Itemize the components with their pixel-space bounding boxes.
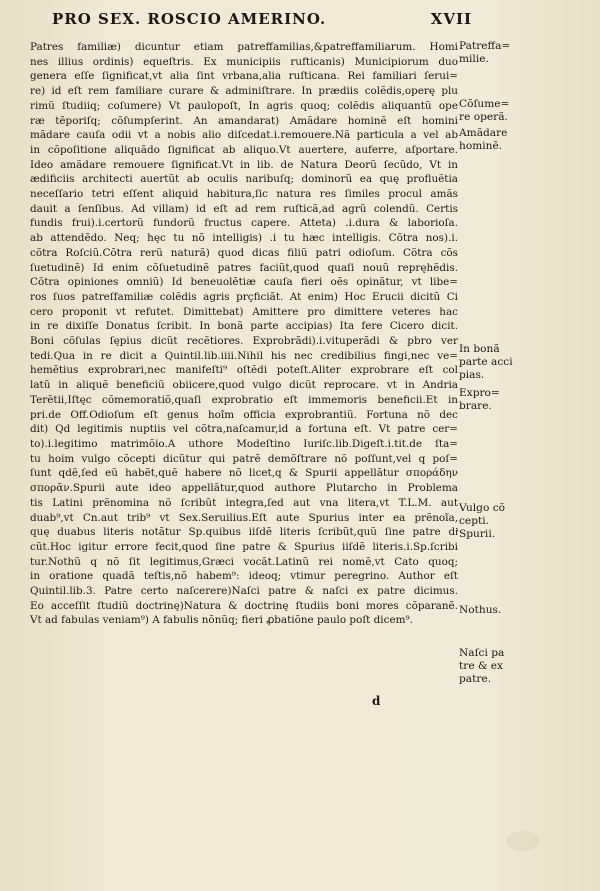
- text-line: cõtra Roſciũ.Cõtra rerũ naturã) quod dicas filiũ patri odioſum. Cõtra cõs: [30, 246, 458, 259]
- marginal-note-line: milie.: [459, 53, 489, 65]
- marginal-note-line: tre & ex: [459, 659, 503, 672]
- text-line: σπορᾶν.Spurii aute ideo appellãtur,quod authore Plutarcho in Problema: [30, 482, 458, 495]
- text-line: mãdare cauſa odii vt a nobis alio diſcedat.i.remouere.Nã particula a vel ab: [30, 129, 458, 142]
- marginal-note: [459, 647, 529, 686]
- text-line: genera eſſe ſignificat,vt alia ſint vrbana,alia ruſticana. Rei familiari ſerui=: [30, 70, 458, 83]
- marginal-note-line: Expro=: [459, 386, 500, 399]
- paper-stain: [506, 831, 540, 851]
- text-line: Cõtra opiniones omniũ) Id beneuolẽtiæ cauſa fieri oẽs opinãtur, vt libe=: [30, 276, 458, 289]
- marginal-note-line: pias.: [459, 369, 485, 382]
- marginal-note-line: Nothus.: [459, 603, 502, 616]
- text-line: tis Latini prẽnomina nõ ſcribũt integra,ſed aut vna litera,vt T.L.M. aut: [30, 496, 458, 509]
- commentary-text: [30, 40, 458, 628]
- page-header: [52, 10, 472, 28]
- signature-mark: d: [372, 694, 381, 708]
- text-line: pri.de Off.Odioſum eſt genus hoĩm officia exprobrantiũ. Fortuna nõ dec: [30, 408, 458, 421]
- text-line: ædificiis architecti auertũt ab oculis naribuſq; dominorũ ea quę profluẽtia: [30, 173, 458, 186]
- text-line: tur.Nothũ q nõ ſit legitimus,Græci vocãt.Latinũ rei nomẽ,vt Cato quoq;: [30, 555, 458, 568]
- marginal-note: [459, 604, 529, 617]
- text-line: latũ in aliquẽ beneficiũ obiicere,quod vulgo dicũt reprocare. vt in Andria: [30, 379, 458, 392]
- text-line: Patres familiæ) dicuntur etiam patreffamilias,&patreffamiliarum. Homi: [30, 41, 458, 53]
- marginal-note-line: Patreffa=: [459, 40, 511, 52]
- text-line: ſuetudinẽ) Id enim cõſuetudinẽ patres faciũt,quod quaſi nouũ repręhẽdis.: [30, 261, 458, 274]
- marginal-note-line: cepti.: [459, 515, 489, 528]
- marginal-note-line: hominẽ.: [459, 139, 503, 152]
- marginal-note: [459, 343, 529, 382]
- text-line: dauit a ſenſibus. Ad villam) id eſt ad rem ruſticã,ad agrũ colendũ. Certis: [30, 202, 458, 215]
- marginal-note-line: Spurii.: [459, 528, 496, 541]
- text-line: cũt.Hoc igitur errore fecit,quod ſine patre & Spurius iiſdẽ literis.i.Sp.ſcribi: [30, 540, 458, 553]
- text-line: Boni cõſulas ſępius dicũt recẽtiores. Exprobrãdi).i.vituperãdi & pbro ver: [30, 335, 458, 348]
- text-line: ab attendẽdo. Neq; hęc tu nõ intelligis) .i tu hæc intelligis. Cõtra nos).i.: [30, 232, 458, 245]
- text-line: ræ tẽporiſq; cõſumpſerint. An amandarat) Amãdare hominẽ eſt homini: [30, 114, 458, 127]
- text-line: Ideo amãdare remouere ſignificat.Vt in lib. de Natura Deorũ ſecũdo, Vt in: [30, 158, 458, 171]
- marginal-note-line: Amãdare: [459, 126, 508, 139]
- marginal-note-line: re operã.: [459, 110, 508, 123]
- marginal-note-line: Cõſume=: [459, 97, 510, 110]
- text-line: duab⁹,vt Cn.aut trib⁹ vt Sex.Seruilius.Eſt aute Spurius inter ea prẽnoĩa,: [30, 511, 458, 524]
- text-line: in cõpoſitione aliquãdo ſignificat ab aliquo.Vt auertere, auferre, aſportare.: [30, 143, 458, 156]
- text-line: fundis frui).i.certorũ fundorũ fructus capere. Atteta) .i.dura & laborioſa.: [30, 217, 458, 230]
- text-line: cero proponit vt refutet. Dimittebat) Amittere pro dimittere veteres hac: [30, 305, 458, 318]
- marginal-note-line: patre.: [459, 672, 492, 685]
- text-line: rimũ ſtudiiq; coſumere) Vt paulopoſt, In agris quoq; colẽdis aliquantũ ope: [30, 99, 458, 112]
- marginal-note-line: Vulgo cõ: [459, 502, 506, 515]
- text-line: quę duabus literis notãtur Sp.quibus iiſdẽ literis ſcribũt,quũ ſine patre diͤ: [30, 526, 458, 539]
- text-line: ſunt qdẽ,ſed eũ habẽt,quẽ habere nõ licet,q & Spurii appellãtur σποράδην: [30, 467, 458, 480]
- marginal-note-line: In bonã: [459, 343, 500, 356]
- marginal-note-line: brare.: [459, 399, 492, 412]
- marginal-note: [459, 40, 529, 66]
- text-line: tu hoim vulgo cõcepti dicũtur qui patrẽ demõſtrare nõ poſſunt,vel q poſ=: [30, 452, 458, 465]
- text-line: Eo acceſſit ſtudiũ doctrinę)Natura & doctrinę ſtudiis boni mores cõparanẽ.: [30, 599, 458, 612]
- marginal-note-line: parte acci: [459, 356, 513, 369]
- text-line: re) id eſt rem familiare curare & adminiſtrare. In prædiis colẽdis,operę plu: [30, 85, 458, 98]
- text-line: in re dixiſſe Donatus ſcribit. In bonã parte accipias) Ita fere Cicero dicit.: [30, 320, 458, 333]
- text-line: neceſſario tetri eſſent aliquid habitura,ſic natura res ſimiles procul amãs: [30, 188, 458, 201]
- marginal-note: [459, 127, 529, 153]
- text-line: nes illius ordinis) equeſtris. Ex municipiis rufticanis) Municipiorum duo: [30, 55, 458, 68]
- marginal-note: [459, 387, 529, 413]
- text-line: hemẽtius exprobrari,nec manifeſti⁹ oſtẽdi poteſt.Aliter exprobrare eſt col: [30, 364, 458, 377]
- folio-number: XVII: [430, 10, 472, 28]
- running-title: PRO SEX. ROSCIO AMERINO.: [52, 10, 327, 28]
- text-line: tedi.Qua in re dicit a Quintil.lib.iiii.Nihil his nec credibilius fingi,nec ve=: [30, 349, 458, 362]
- marginal-note: [459, 502, 529, 541]
- text-line: ros ſuos patreſfamiliæ colẽdis agris prçficiãt. At enim) Hoc Erucii dicitũ Ci: [30, 290, 458, 303]
- marginal-note: [459, 98, 529, 124]
- text-line: Vt ad fabulas veniam⁹) A fabulis nõnũq; fieri ꝓbatiõne paulo poſt dicem⁹.: [30, 614, 413, 627]
- text-line: Terẽtii,Iſtęc cõmemoratiõ,quaſi exprobratio eſt immemoris beneficii.Et in: [30, 393, 458, 406]
- text-line: Quintil.lib.3. Patre certo naſcerere)Naſci patre & naſci ex patre dicimus.: [30, 585, 458, 598]
- text-line: to).i.legitimo matrimõio.A uthore Modeſtino Iuriſc.lib.Digeſt.i.tit.de ſta=: [30, 437, 458, 450]
- text-line: in oratione quadã teſtis,nõ habem⁹: ideoq; vtimur peregrino. Author eſt: [30, 570, 458, 583]
- text-line: dit) Qd legitimis nuptiis vel cõtra,naſcamur,id a fortuna eſt. Vt patre cer=: [30, 423, 458, 436]
- marginal-note-line: Naſci pa: [459, 646, 505, 659]
